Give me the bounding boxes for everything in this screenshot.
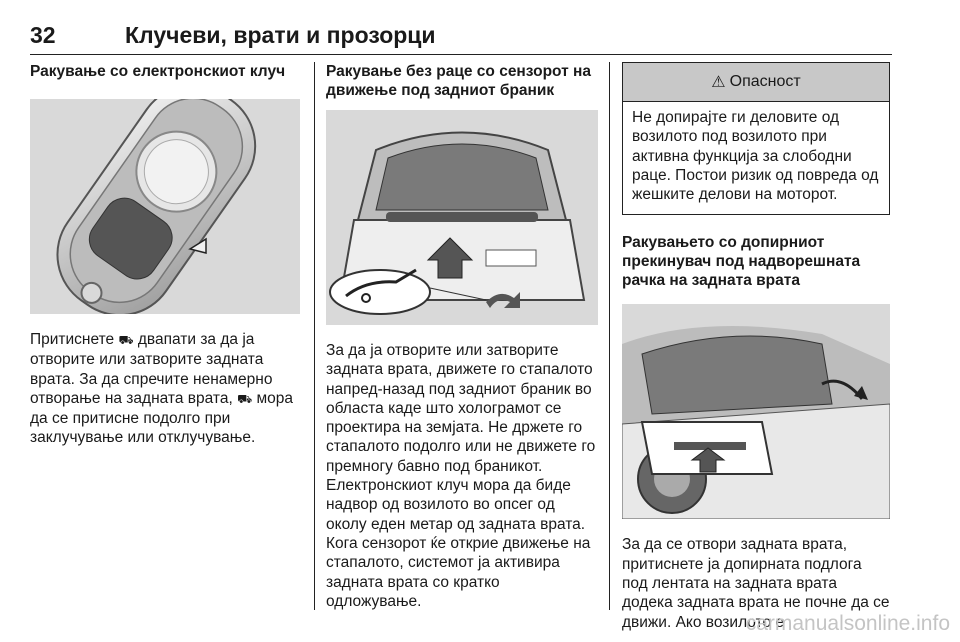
watermark: carmanualsonline.info bbox=[745, 612, 950, 635]
column-hands-free bbox=[326, 62, 598, 611]
page-title: Клучеви, врати и прозорци bbox=[125, 22, 436, 48]
page-number: 32 bbox=[30, 22, 56, 48]
bumper-sensor-illustration bbox=[326, 110, 598, 325]
header-rule bbox=[30, 54, 892, 55]
hands-free-instructions: За да ја отворите или затворите задната врата, движете го стапалото напред-назад под задниот браник во областа каде што холограмот се проектира на земјата. Не држете го стапалото подолго или не движете го премногу бавно под браникот. Електронскиот клуч мора да биде надвор од возилото во опсег од околу еден метар од задната врата. Кога сензорот ќе открие движење на стапалото, системот ја активира задната врата со кратко одложување. bbox=[326, 342, 596, 610]
page-header bbox=[30, 22, 892, 52]
column-key-operation bbox=[30, 62, 300, 448]
key-text-2: двапати за да ја отворите или затворите задната врата. За да спречите ненамерно отворање на задната врата, bbox=[30, 331, 273, 407]
column-touch-switch bbox=[622, 62, 890, 632]
danger-warning-box bbox=[622, 62, 890, 215]
key-instructions bbox=[30, 330, 300, 448]
touch-pad-illustration bbox=[622, 304, 890, 519]
tailgate-key-icon: ⛟ bbox=[118, 333, 134, 347]
column-divider bbox=[609, 62, 610, 610]
section-heading-hands-free: Ракување без раце со сензорот на движење под задниот браник bbox=[326, 63, 592, 99]
tailgate-key-icon: ⛟ bbox=[237, 391, 253, 406]
key-fob-illustration bbox=[30, 99, 300, 314]
key-text-3: мора да се притисне подолго при заклучување или отклучување. bbox=[30, 389, 294, 447]
column-divider bbox=[314, 62, 315, 610]
warning-text: Не допирајте ги деловите од возилото под возилото при активна функција за слободни раце. Постои ризик од повреда од жешките делови на моторот. bbox=[632, 109, 879, 204]
section-heading-touch-switch: Ракувањето со допирниот прекинувач под надворешната рачка на задната врата bbox=[622, 234, 861, 290]
key-text-1: Притиснете bbox=[30, 331, 119, 348]
section-heading-key: Ракување со електронскиот клуч bbox=[30, 63, 286, 80]
touch-switch-instructions: За да се отвори задната врата, притиснете ја допирната подлога под лентата на задната врата додека задната врата не почне да се движи. Ако возилото е bbox=[622, 536, 890, 631]
warning-title: Опасност bbox=[729, 73, 801, 90]
warning-header bbox=[623, 63, 889, 102]
warning-triangle-icon: ⚠ bbox=[711, 74, 726, 91]
